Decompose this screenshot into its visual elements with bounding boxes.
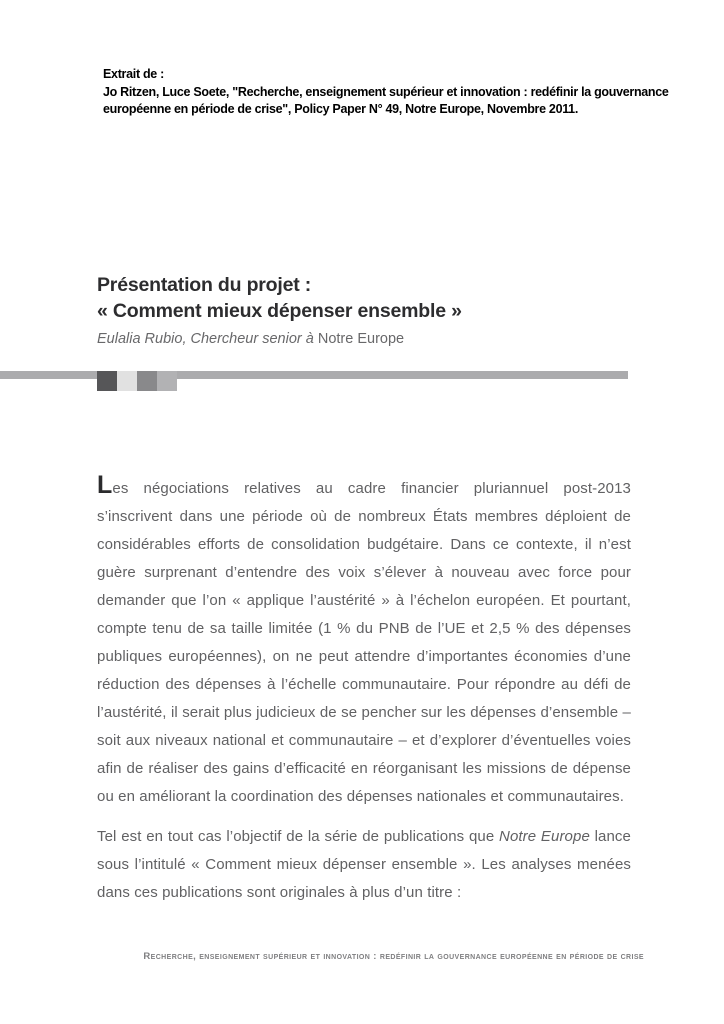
paragraph-2-text-start: Tel est en tout cas l’objectif de la série de publications que: [97, 828, 500, 845]
divider-bar: [0, 371, 628, 379]
author-name: Eulalia Rubio, Chercheur senior à: [97, 331, 318, 347]
divider-square-pale: [157, 371, 177, 391]
divider-square-dark: [97, 371, 117, 391]
paragraph-1-text: es négociations relatives au cadre financier pluriannuel post-2013 s’inscrivent dans une période où de nombreux États membres déploient de considérables efforts de consolidation budgétaire. Dans ce contexte, il n’est guère surprenant d’entendre des voix s’élever à nouveau avec force pour demander que l’on « applique l’austérité » à l’échelon européen. Et pourtant, compte tenu de sa taille limitée (1 % du PNB de l’UE et 2,5 % des dépenses publiques européennes), on ne peut attendre d’importantes économies d’une réduction des dépenses à l’échelle communautaire. Pour répondre au défi de l’austérité, il serait plus judicieux de se pencher sur les dépenses d’ensemble – soit aux niveaux national et communautaire – et d’explorer d’éventuelles voies afin de réaliser des gains d’efficacité en réorganisant les missions de dépense ou en améliorant la coordination des dépenses nationales et communautaires.: [97, 480, 631, 805]
divider-square-light: [117, 371, 137, 391]
footer-running-title: Recherche, enseignement supérieur et innovation : redéfinir la gouvernance européenne en période de crise: [143, 951, 644, 962]
citation-text: Jo Ritzen, Luce Soete, "Recherche, enseignement supérieur et innovation : redéfinir la gouvernance européenne en période de crise", Policy Paper N° 49, Notre Europe, Novembre 2011.: [103, 84, 669, 116]
body-paragraph-2: [97, 823, 631, 907]
paragraph-2-publication-name: Notre Europe: [499, 828, 590, 845]
page-title-line-2: « Comment mieux dépenser ensemble »: [97, 300, 462, 322]
divider-square-medium: [137, 371, 157, 391]
author-line: [97, 329, 637, 349]
page-title-line-1: Présentation du projet :: [97, 274, 312, 296]
citation-header: [103, 66, 683, 119]
paragraph-2-text-end: lance sous l’intitulé « Comment mieux dépenser ensemble ». Les analyses menées dans ces publications sont originales à plus d’un titre :: [97, 828, 631, 901]
body-text: [97, 473, 631, 907]
author-affiliation: Notre Europe: [317, 331, 405, 347]
body-paragraph-1: [97, 473, 631, 811]
extrait-label: Extrait de :: [103, 67, 164, 81]
drop-cap: L: [97, 471, 113, 499]
title-block: [97, 272, 637, 349]
